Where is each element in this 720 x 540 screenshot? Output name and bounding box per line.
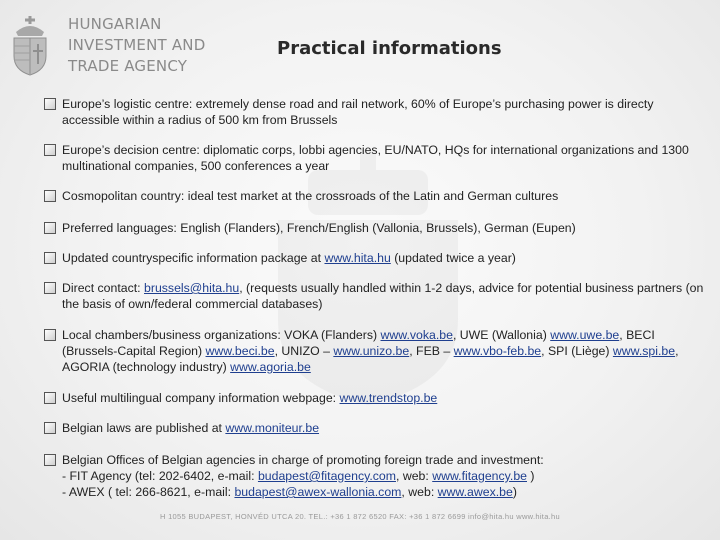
checkbox-bullet-icon bbox=[44, 392, 56, 404]
bullet-text: - AWEX ( tel: 266-8621, e-mail: bbox=[62, 485, 235, 499]
trendstop-link[interactable]: www.trendstop.be bbox=[339, 391, 438, 405]
awex-line bbox=[62, 484, 544, 500]
checkbox-bullet-icon bbox=[44, 422, 56, 434]
bullet-text: , SPI (Liège) bbox=[541, 344, 613, 358]
bullet-text: Useful multilingual company information webpage: bbox=[62, 391, 340, 405]
bullet-text: Updated countryspecific information package at bbox=[62, 251, 325, 265]
bullet-text: - FIT Agency (tel: 202-6402, e-mail: bbox=[62, 469, 258, 483]
checkbox-bullet-icon bbox=[44, 282, 56, 294]
list-item bbox=[44, 390, 437, 406]
bullet-text: ) bbox=[527, 469, 535, 483]
list-item bbox=[44, 452, 544, 500]
checkbox-bullet-icon bbox=[44, 222, 56, 234]
agency-name: HUNGARIAN INVESTMENT AND TRADE AGENCY bbox=[68, 15, 206, 75]
bullet-text: Belgian laws are published at bbox=[62, 421, 226, 435]
bullet-text: Europe’s logistic centre: extremely dense road and rail network, 60% of Europe’s purchasing power is directy accessible within a radius of 500 km from Brussels bbox=[62, 97, 654, 127]
unizo-link[interactable]: www.unizo.be bbox=[333, 344, 410, 358]
fit-website-link[interactable]: www.fitagency.be bbox=[432, 469, 527, 483]
bullet-text: Europe’s decision centre: diplomatic corps, lobbi agencies, EU/NATO, HQs for international organizations and 1300 multinational companies, 500 conferences a year bbox=[62, 143, 689, 173]
beci-link[interactable]: www.beci.be bbox=[205, 344, 275, 358]
brussels-email-link[interactable]: brussels@hita.hu bbox=[144, 281, 240, 295]
hungarian-crest-icon bbox=[10, 16, 50, 76]
bullet-text: , BECI (Brussels-Capital Region) bbox=[62, 328, 655, 358]
checkbox-bullet-icon bbox=[44, 190, 56, 202]
awex-website-link[interactable]: www.awex.be bbox=[437, 485, 513, 499]
list-item bbox=[44, 142, 704, 174]
checkbox-bullet-icon bbox=[44, 144, 56, 156]
list-item bbox=[44, 96, 704, 128]
bullet-text: , web: bbox=[395, 469, 433, 483]
bullet-text: Cosmopolitan country: ideal test market at the crossroads of the Latin and German cultures bbox=[62, 189, 559, 203]
bullet-text: ) bbox=[512, 485, 517, 499]
bullet-text: (updated twice a year) bbox=[390, 251, 516, 265]
list-item bbox=[44, 250, 516, 266]
page-title: Practical informations bbox=[277, 38, 502, 59]
bullet-text: , FEB – bbox=[409, 344, 454, 358]
fit-email-link[interactable]: budapest@fitagency.com bbox=[257, 469, 396, 483]
footer-contact: H 1055 BUDAPEST, HONVÉD UTCA 20. TEL.: +36 1 872 6520 FAX: +36 1 872 6699 info@hita.hu www.hita.hu bbox=[159, 512, 560, 521]
bullet-text: , AGORIA (technology industry) bbox=[62, 344, 679, 374]
checkbox-bullet-icon bbox=[44, 98, 56, 110]
agoria-link[interactable]: www.agoria.be bbox=[230, 360, 311, 374]
checkbox-bullet-icon bbox=[44, 329, 56, 341]
awex-email-link[interactable]: budapest@awex-wallonia.com bbox=[234, 485, 402, 499]
list-item bbox=[44, 280, 704, 312]
fit-agency-line bbox=[62, 468, 544, 484]
bullet-text: Belgian Offices of Belgian agencies in charge of promoting foreign trade and investment: bbox=[62, 453, 544, 467]
spi-link[interactable]: www.spi.be bbox=[612, 344, 676, 358]
list-item bbox=[44, 220, 576, 236]
voka-link[interactable]: www.voka.be bbox=[380, 328, 453, 342]
agency-logo bbox=[10, 14, 210, 76]
bullet-text: , (requests usually handled within 1-2 days, advice for potential business partners (on the basis of own/federal commercial databases) bbox=[62, 281, 704, 311]
bullet-text: , UWE (Wallonia) bbox=[452, 328, 551, 342]
vbo-feb-link[interactable]: www.vbo-feb.be bbox=[453, 344, 542, 358]
list-item bbox=[44, 327, 704, 375]
hita-website-link[interactable]: www.hita.hu bbox=[324, 251, 391, 265]
moniteur-link[interactable]: www.moniteur.be bbox=[225, 421, 320, 435]
list-item bbox=[44, 188, 558, 204]
checkbox-bullet-icon bbox=[44, 454, 56, 466]
bullet-text: Local chambers/business organizations: VOKA (Flanders) bbox=[62, 328, 381, 342]
list-item bbox=[44, 420, 319, 436]
bullet-text: Direct contact: bbox=[62, 281, 145, 295]
bullet-text: Preferred languages: English (Flanders), French/English (Vallonia, Brussels), German (Eupen) bbox=[62, 221, 576, 235]
bullet-text: , UNIZO – bbox=[274, 344, 334, 358]
checkbox-bullet-icon bbox=[44, 252, 56, 264]
bullet-text: , web: bbox=[401, 485, 438, 499]
uwe-link[interactable]: www.uwe.be bbox=[550, 328, 620, 342]
